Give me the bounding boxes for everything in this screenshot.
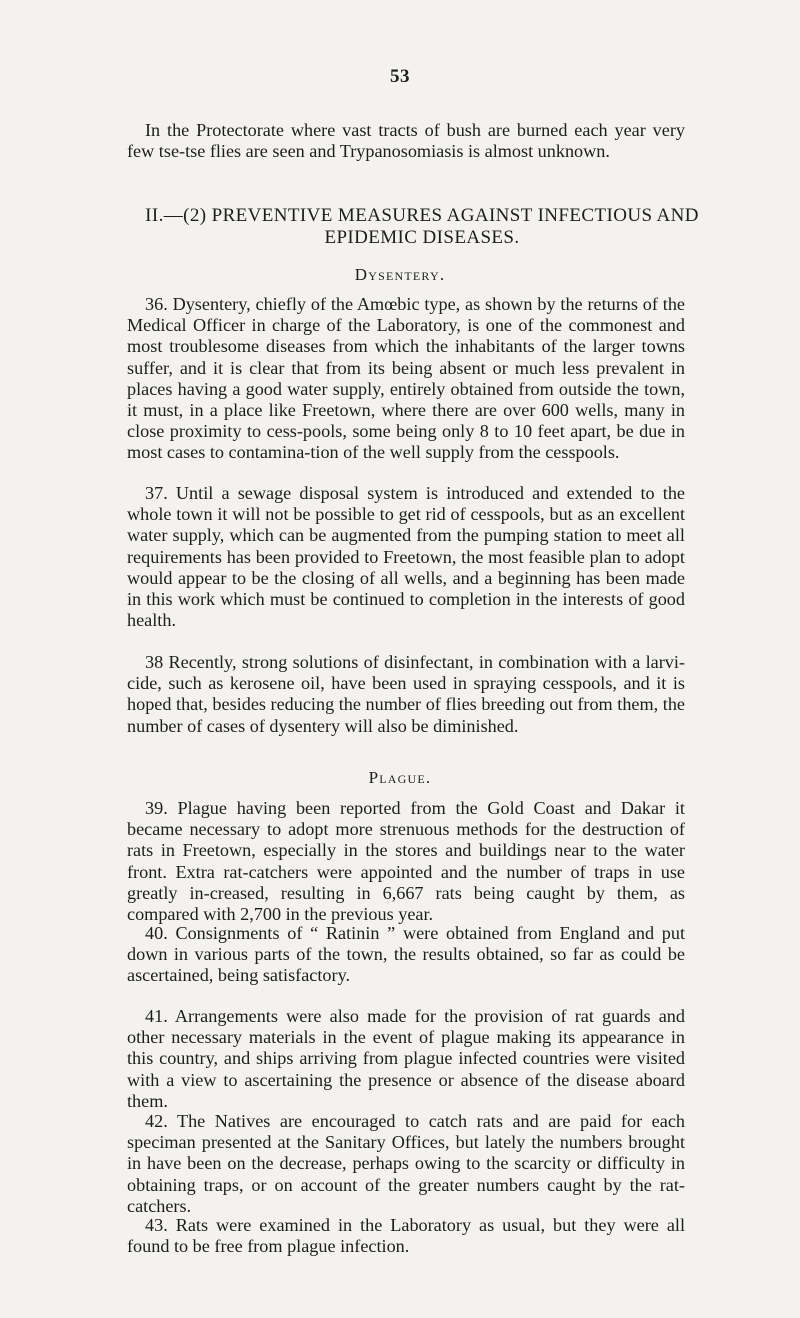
paragraph-36: 36. Dysentery, chiefly of the Amœbic type, as shown by the returns of the Medical Officer in charge of the Laboratory, is one of the commonest and most troublesome diseases from which the inhabitants of the larger towns suffer, and it is clear that from its being absent or much less prevalent in places having a good water supply, entirely obtained from outside the town, it must, in a place like Freetown, where there are over 600 wells, many in close proximity to cess-pools, some being only 8 to 10 feet apart, be due in most cases to contamina-tion of the well supply from the cesspools. [127,294,685,463]
paragraph-41: 41. Arrangements were also made for the provision of rat guards and other necessary materials in the event of plague making its appearance in this country, and ships arriving from plague infected countries were visited with a view to ascertaining the presence or absence of the disease aboard them. [127,1006,685,1111]
dysentery-heading: Dysentery. [354,265,446,284]
page-number: 53 [390,66,410,87]
paragraph-40: 40. Consignments of “ Ratinin ” were obtained from England and put down in various parts of the town, the results obtained, so far as could be ascertained, being satisfactory. [127,923,685,986]
section-heading: II.—(2) PREVENTIVE MEASURES AGAINST INFECTIOUS AND EPIDEMIC DISEASES. [145,205,699,248]
paragraph-43: 43. Rats were examined in the Laboratory as usual, but they were all found to be free from plague infection. [127,1215,685,1257]
paragraph-38: 38 Recently, strong solutions of disinfectant, in combination with a larvi-cide, such as kerosene oil, have been used in spraying cesspools, and it is hoped that, besides reducing the number of flies breeding out from them, the number of cases of dysentery will also be diminished. [127,652,685,736]
paragraph-39: 39. Plague having been reported from the Gold Coast and Dakar it became necessary to adopt more strenuous methods for the destruction of rats in Freetown, especially in the stores and buildings near to the water front. Extra rat-catchers were appointed and the number of traps in use greatly in-creased, resulting in 6,667 rats being caught by them, as compared with 2,700 in the previous year. [127,798,685,925]
intro-paragraph: In the Protectorate where vast tracts of bush are burned each year very few tse-tse flies are seen and Trypanosomiasis is almost unknown. [127,120,685,162]
paragraph-42: 42. The Natives are encouraged to catch rats and are paid for each speciman presented at the Sanitary Offices, but lately the numbers brought in have been on the decrease, perhaps owing to the scarcity or difficulty in obtaining traps, or on account of the greater numbers caught by the rat-catchers. [127,1111,685,1216]
paragraph-37: 37. Until a sewage disposal system is introduced and extended to the whole town it will not be possible to get rid of cesspools, but as an excellent water supply, which can be augmented from the pumping station to meet all requirements has been provided to Freetown, the most feasible plan to adopt would appear to be the closing of all wells, and a beginning has been made in this work which must be continued to completion in the interests of good health. [127,483,685,631]
plague-heading: Plague. [368,768,432,787]
